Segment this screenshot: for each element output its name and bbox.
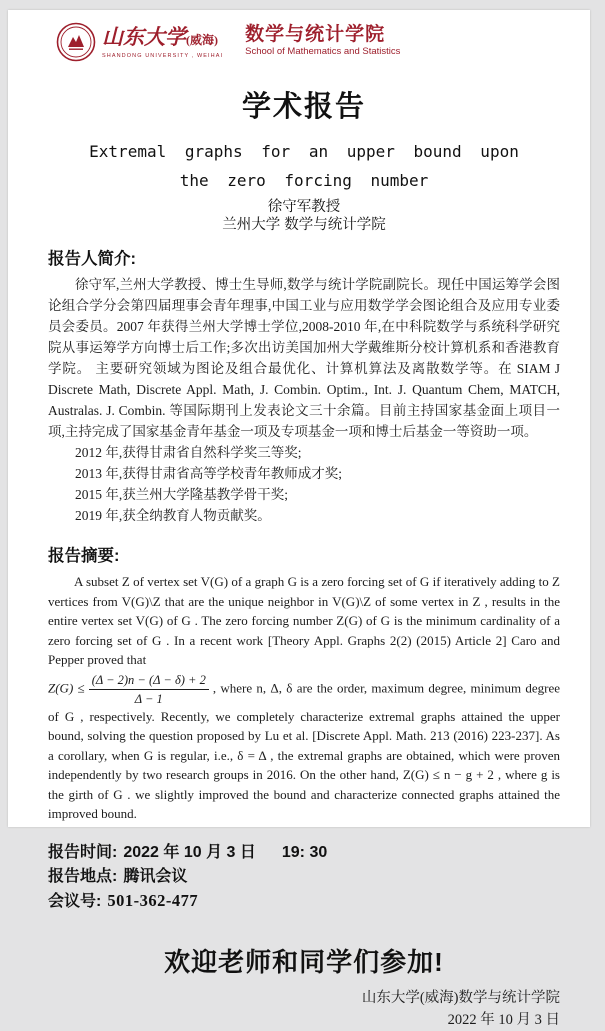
university-logo [56, 22, 223, 62]
talk-title [48, 137, 560, 195]
abstract-paragraph-1: A subset Z of vertex set V(G) of a graph G is a zero forcing set of G if iteratively adding to Z vertices from V(G)\Z that are the unique neighbor in V(G)\Z of some vertex in Z , results in the entire vertex set V(G) of G . The zero forcing number Z(G) of G is the minimum cardinality of a zero forcing set of G . In a recent work [Theory Appl. Graphs 2(2) (2015) Article 2] Caro and Pepper proved that [48, 574, 560, 667]
talk-title-line1: Extremal graphs for an upper bound upon [89, 142, 519, 161]
university-campus: (威海) [186, 32, 218, 47]
document-page [8, 10, 590, 1028]
award-item: 2015 年,获兰州大学隆基教学骨干奖; [75, 487, 289, 502]
talk-time-row [48, 841, 560, 865]
formula-fraction [89, 672, 209, 707]
page-title: 学术报告 [241, 91, 366, 123]
speaker-name: 徐守军教授 [267, 199, 341, 215]
speaker-affiliation: 兰州大学 数学与统计学院 [222, 217, 386, 233]
signature-organization: 山东大学(威海)数学与统计学院 [361, 989, 560, 1006]
university-name-en: SHANDONG UNIVERSITY , WEIHAI [102, 52, 224, 59]
venue-value: 腾讯会议 [123, 867, 188, 885]
school-name-en: School of Mathematics and Statistics [245, 46, 401, 57]
time-label: 报告时间: [48, 843, 118, 861]
meeting-label: 会议号: [48, 892, 102, 910]
abstract-continuation: , where n, Δ, δ are the order, maximum degree, minimum degree of G , respectively. Recently, we completely characterize extremal graphs attained the upper bound, solving the question proposed by Lu et al. [Discrete Appl. Math. 213 (2016) 223-237]. As a corollary, when G is regular, i.e., δ = Δ , the extremal graphs are obtained, which were proven independently by two research groups in 2016. On the other hand, Z(G) ≤ n − g + 2 , where g is the girth of G . we slightly improved the bound and characterize connected graphs attained the improved bound. [48, 679, 560, 821]
time-clock: 19: 30 [281, 843, 328, 861]
award-item: 2012 年,获得甘肃省自然科学奖三等奖; [75, 445, 302, 460]
abstract-section [48, 546, 560, 824]
award-item: 2013 年,获得甘肃省高等学校青年教师成才奖; [75, 466, 343, 481]
bio-heading: 报告人简介: [48, 250, 136, 268]
formula-lhs: Z(G) ≤ [48, 679, 85, 695]
abstract-heading: 报告摘要: [48, 547, 120, 565]
university-name-cn: 山东大学 [102, 24, 186, 49]
meeting-number: 501-362-477 [107, 890, 199, 910]
award-item: 2019 年,获全纳教育人物贡献奖。 [75, 508, 271, 523]
school-name [245, 24, 400, 57]
header [56, 22, 560, 62]
venue-label: 报告地点: [48, 867, 118, 885]
school-name-cn: 数学与统计学院 [245, 24, 386, 45]
formula-numerator: (Δ − 2)n − (Δ − δ) + 2 [89, 672, 209, 690]
university-seal-icon [56, 22, 96, 62]
event-details [48, 841, 560, 914]
university-name [102, 26, 223, 59]
bio-section [48, 249, 560, 526]
time-date: 2022 年 10 月 3 日 [123, 843, 256, 861]
signature-date: 2022 年 10 月 3 日 [447, 1011, 560, 1028]
talk-title-line2: the zero forcing number [179, 171, 429, 190]
talk-venue-row [48, 865, 560, 889]
bio-paragraph: 徐守军,兰州大学教授、博士生导师,数学与统计学院副院长。现任中国运筹学会图论组合学分会第四届理事会青年理事,中国工业与应用数学学会图论组合及应用专业委员会委员。2007 年获得兰州大学博士学位,2008-2010 年,在中科院数学与系统科学研究院从事运筹学方向博士后工作;多次出访美国加州大学戴维斯分校计算机系和香港教育学院。 主要研究领域为图论及组合最优化、计算机算法及离散数学等。在 SIAM J Discrete Math, Discrete Appl. Math, J. Combin. Optim., Int. J. Quantum Chem, MATCH, Australas. J. Combin. 等国际期刊上发表论文三十余篇。目前主持国家基金面上项目一项,主持完成了国家基金青年基金一项及专项基金一项和博士后基金一等资助一项。 [48, 277, 560, 439]
welcome-message: 欢迎老师和同学们参加! [164, 946, 444, 977]
meeting-id-row [48, 889, 560, 914]
abstract-paragraph-2 [48, 672, 560, 824]
formula-denominator: Δ − 1 [134, 691, 163, 706]
